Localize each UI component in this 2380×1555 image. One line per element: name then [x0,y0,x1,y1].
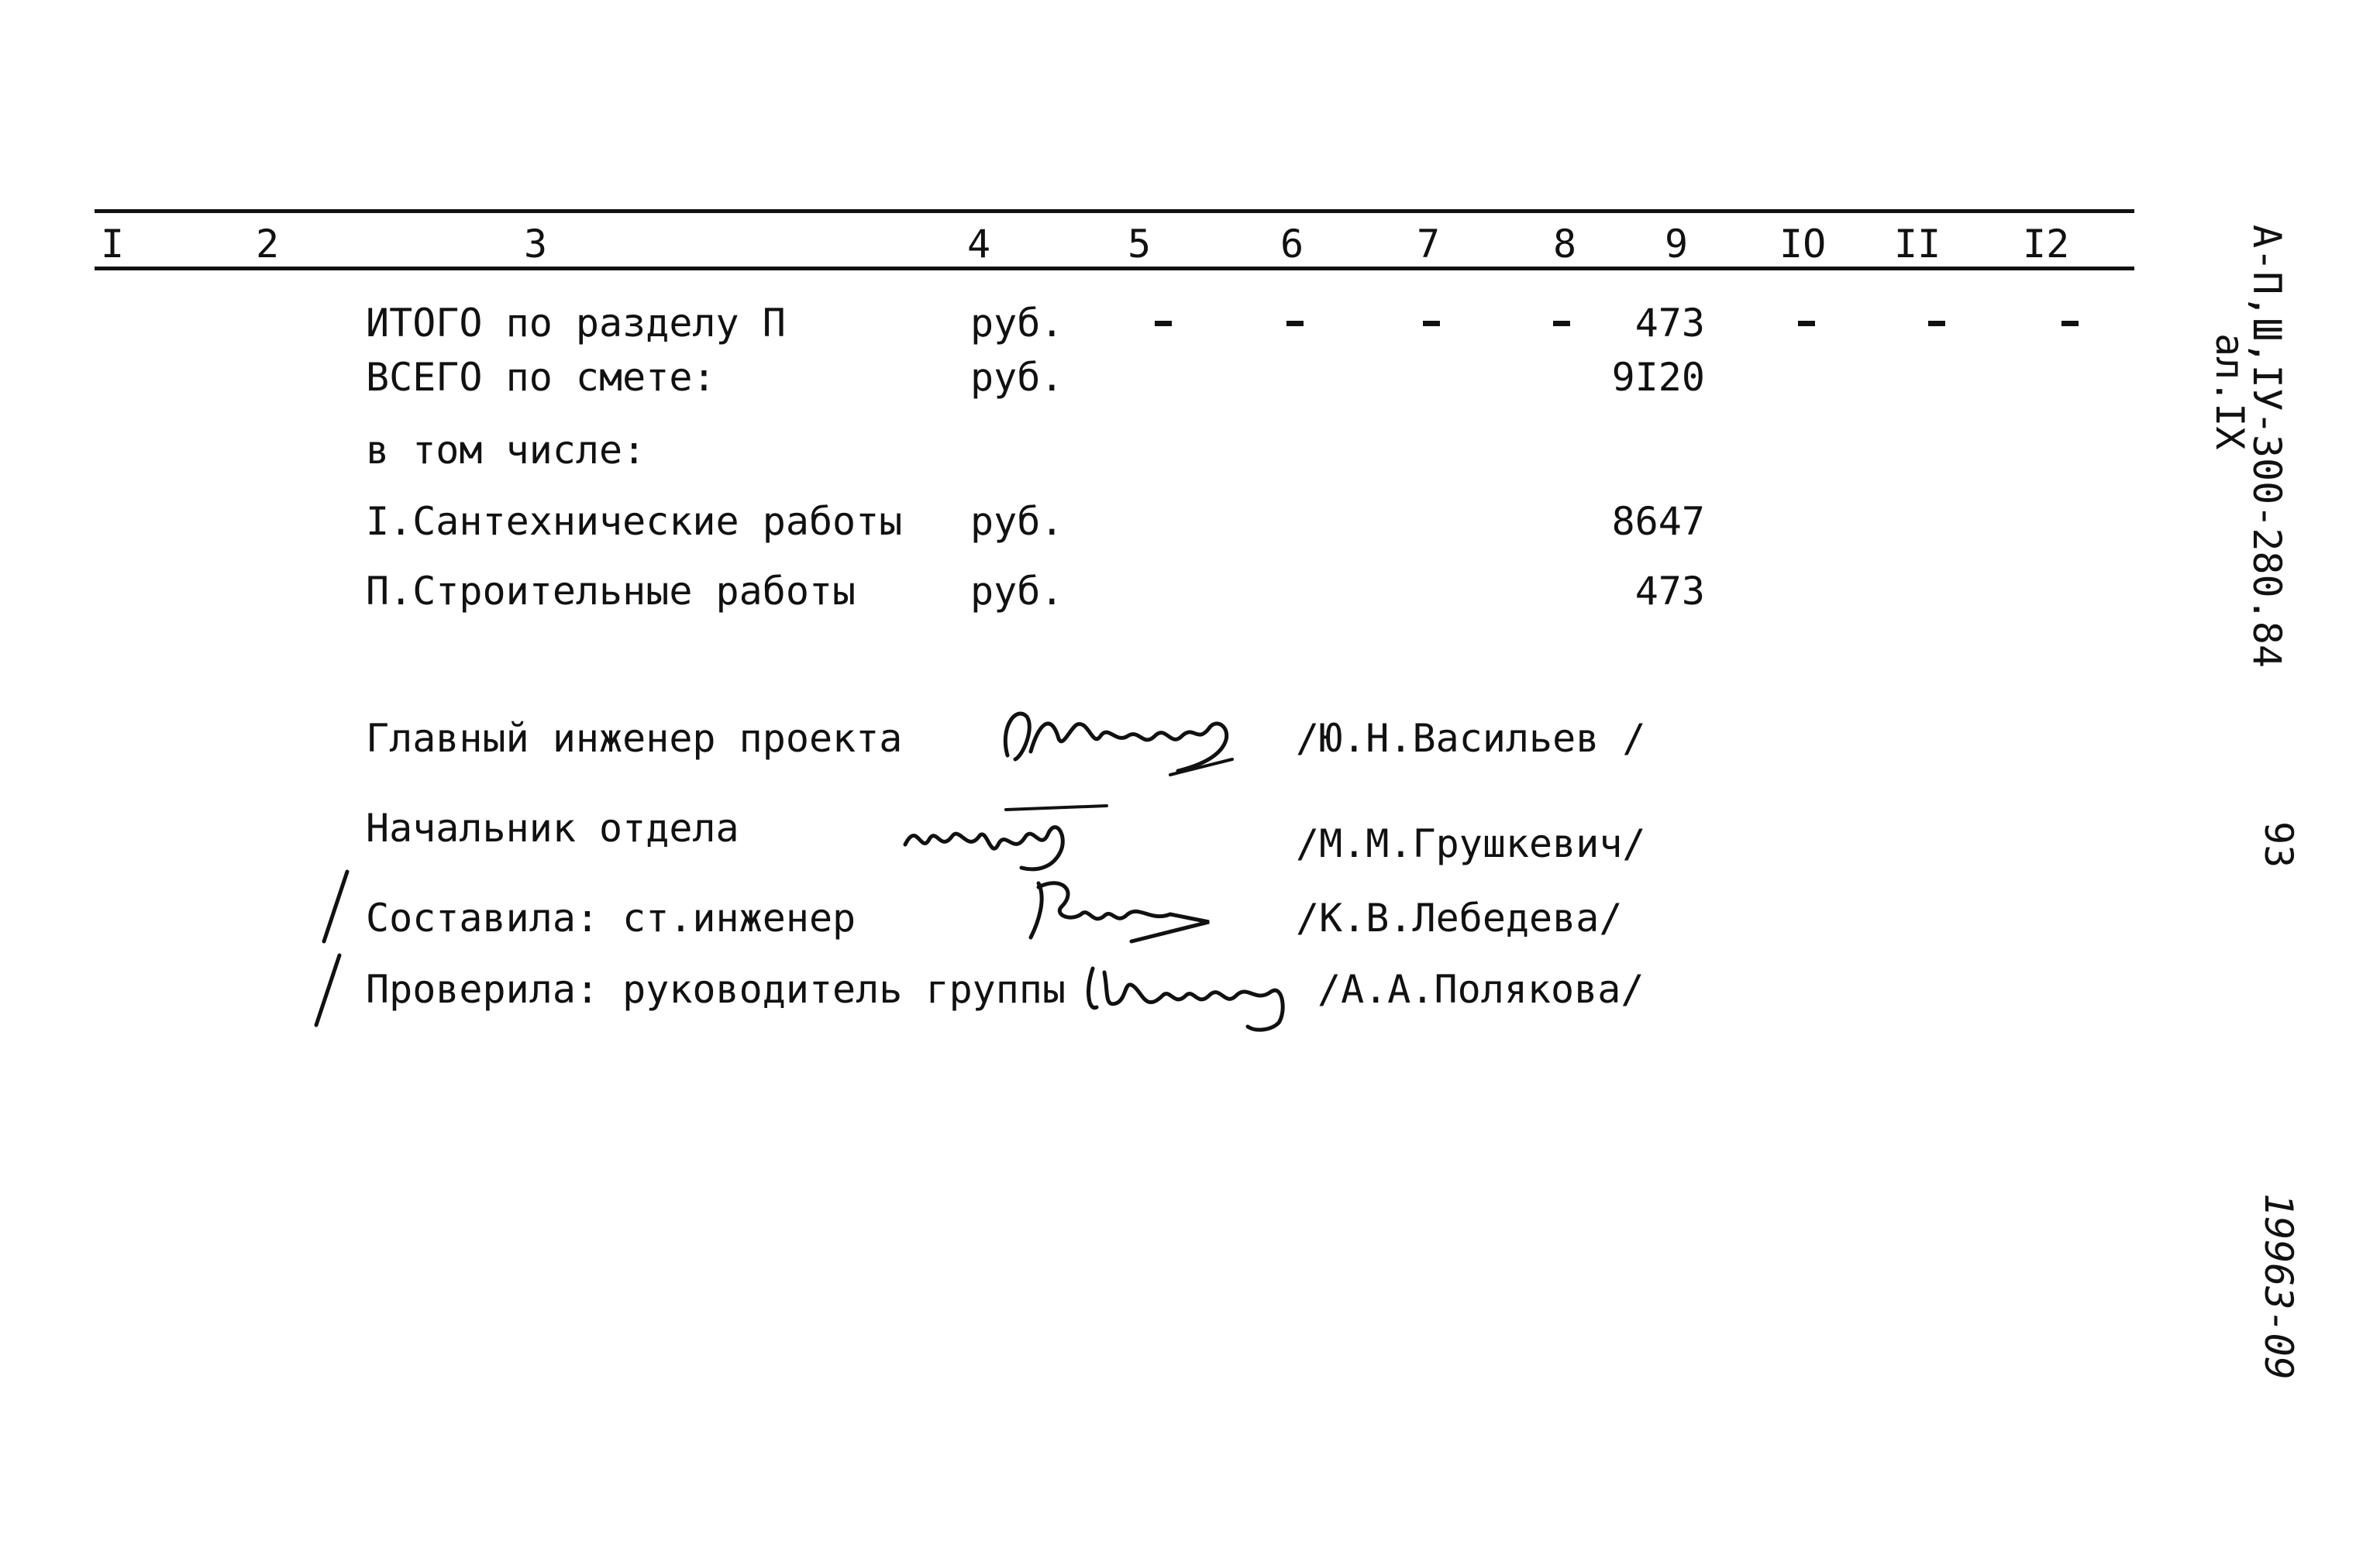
doc-code-label: А-П,Ш,IУ-300-280.84 [2244,225,2289,668]
row-label: ВСЕГО по смете: [366,355,716,400]
dash-col8 [1553,321,1570,326]
col-header-6: 6 [1280,222,1304,267]
table-top-rule [95,209,2134,213]
col-header-11: II [1894,222,1941,267]
dash-col5 [1155,321,1172,326]
signature-role: Проверила: руководитель группы [366,967,1066,1012]
row-label: П.Строительные работы [366,569,856,614]
sheet-label: ал.IХ [2207,333,2252,450]
row-unit: руб. [970,301,1064,346]
col-header-9: 9 [1665,222,1689,267]
col-header-8: 8 [1553,222,1577,267]
col-header-12: I2 [2023,222,2070,267]
signature-name: /Ю.Н.Васильев / [1296,716,1646,761]
signature-name: /А.А.Полякова/ [1317,967,1645,1012]
col-header-10: IO [1779,222,1827,267]
col-header-2: 2 [256,222,280,267]
col-header-5: 5 [1128,222,1152,267]
row-unit: руб. [970,499,1064,544]
page-number: 93 [2256,821,2301,869]
table-header-rule [95,267,2134,270]
dash-col12 [2061,321,2079,326]
col-header-1: I [101,222,125,267]
signature-role: Главный инженер проекта [366,716,903,761]
dash-col7 [1423,321,1440,326]
margin-tick-mark [308,951,347,1032]
row-label: I.Сантехнические работы [366,499,903,544]
row-unit: руб. [970,569,1064,614]
signature-name: /М.М.Грушкевич/ [1296,821,1646,866]
margin-tick-mark [316,868,355,948]
row-label: ИТОГО по разделу П [366,301,786,346]
row-value-col9: 8647 [1611,499,1705,544]
col-header-3: 3 [524,222,548,267]
inventory-number: 19963-09 [2256,1193,2301,1380]
handwritten-signature [1069,945,1302,1038]
handwritten-signature [1015,868,1217,953]
row-value-col9: 473 [1634,569,1705,614]
col-header-4: 4 [967,222,991,267]
row-value-col9: 473 [1634,301,1705,346]
row-label: в том числе: [366,428,646,473]
dash-col10 [1798,321,1815,326]
signature-name: /К.В.Лебедева/ [1296,896,1623,941]
dash-col6 [1286,321,1304,326]
row-value-col9: 9I20 [1611,355,1705,400]
signature-role: Начальник отдела [366,806,739,851]
row-unit: руб. [970,355,1064,400]
handwritten-signature [984,682,1294,783]
col-header-7: 7 [1417,222,1441,267]
dash-col11 [1928,321,1945,326]
signature-role: Составила: ст.инженер [366,896,856,941]
